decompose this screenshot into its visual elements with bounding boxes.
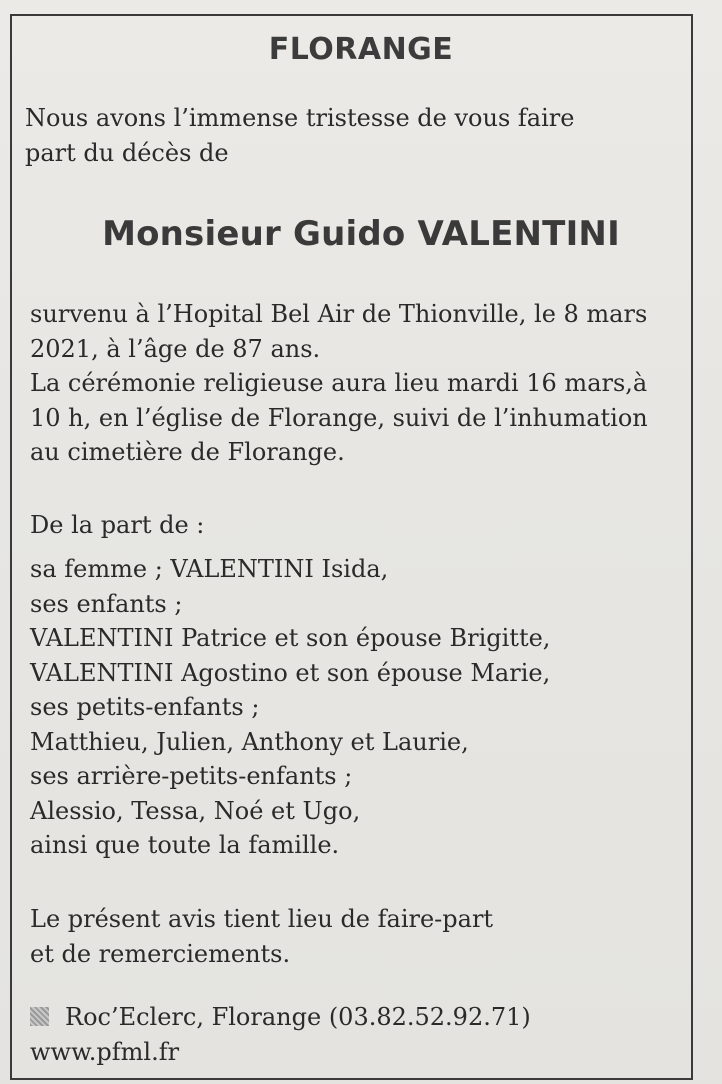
family-line: ses enfants ; [30, 589, 183, 618]
notice-line: et de remerciements. [30, 939, 291, 968]
family-line: ainsi que toute la famille. [30, 831, 340, 859]
details-line: survenu à l’Hopital Bel Air de Thionville, le 8 mars [30, 300, 648, 328]
funeral-home-line [30, 1000, 690, 1035]
funeral-home-name: Roc’Eclerc, Florange (03.82.52.92.71) [65, 1003, 531, 1031]
from-label [30, 508, 690, 543]
from-label-text: De la part de : [30, 511, 205, 539]
family-line: VALENTINI Agostino et son épouse Marie, [30, 658, 551, 687]
funeral-home-info [30, 1000, 690, 1069]
family-line: Alessio, Tessa, Noé et Ugo, [30, 796, 361, 825]
details-line: 2021, à l’âge de 87 ans. [30, 334, 321, 363]
notice-text [30, 902, 690, 971]
deceased-name: Monsieur Guido VALENTINI [102, 214, 620, 254]
family-line: Matthieu, Julien, Anthony et Laurie, [30, 727, 469, 756]
details-line: 10 h, en l’église de Florange, suivi de l’inhumation [30, 403, 648, 432]
family-list [30, 552, 690, 863]
bullet-square-icon [30, 1007, 49, 1026]
intro-line: Nous avons l’immense tristesse de vous faire [25, 104, 575, 132]
family-line: ses arrière-petits-enfants ; [30, 762, 353, 790]
death-details [30, 297, 690, 470]
intro-text [25, 101, 685, 171]
town-heading: FLORANGE [268, 32, 454, 67]
website-text: www.pfml.fr [30, 1037, 180, 1066]
notice-line: Le présent avis tient lieu de faire-part [30, 905, 494, 933]
family-line: sa femme ; VALENTINI Isida, [30, 555, 389, 583]
family-line: VALENTINI Patrice et son épouse Brigitte, [30, 624, 551, 652]
intro-line: part du décès de [25, 139, 229, 167]
family-line: ses petits-enfants ; [30, 693, 260, 721]
details-line: La cérémonie religieuse aura lieu mardi 16 mars,à [30, 369, 648, 397]
details-line: au cimetière de Florange. [30, 438, 345, 466]
